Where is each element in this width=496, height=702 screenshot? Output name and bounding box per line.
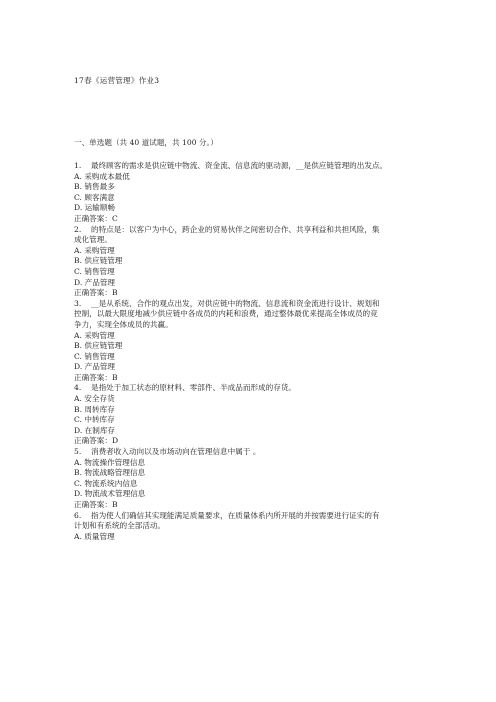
question-text <box>74 511 426 522</box>
question-text <box>74 447 426 458</box>
question-line: 的特点是：以客户为中心，跨企业的贸易伙伴之间密切合作、共享利益和共担风险，集 <box>91 224 380 234</box>
question-line: 最终顾客的需求是供应链中物流、资金流、信息流的驱动源，__是供应链管理的出发点。 <box>91 161 388 170</box>
answer-option: C. 顾客满意 <box>74 192 115 202</box>
question-number: 2. <box>74 224 82 234</box>
answer-option: A. 采购管理 <box>74 245 115 255</box>
question-line: 成化管理。 <box>74 235 112 245</box>
answer-option: A. 物流操作管理信息 <box>74 457 146 467</box>
answer-option: D. 运输顺畅 <box>74 203 116 213</box>
answer-option: B. 周转库存 <box>74 404 115 414</box>
answer-option: D. 产品管理 <box>74 277 116 287</box>
answer-option: B. 物流战略管理信息 <box>74 468 146 478</box>
question-block <box>74 225 426 299</box>
answer-option: A. 安全存货 <box>74 394 115 404</box>
question-text-continued <box>74 235 426 246</box>
answer-option: C. 物流系统内信息 <box>74 478 138 488</box>
answer-option: B. 供应链管理 <box>74 341 123 351</box>
answer-option: C. 中转库存 <box>74 415 115 425</box>
question-line: 是指处于加工状态的原材料、零部件、半成品而形成的存货。 <box>91 383 297 393</box>
answer-option: D. 在制库存 <box>74 425 116 435</box>
question-block <box>74 299 426 384</box>
answer-option: A. 质量管理 <box>74 531 115 541</box>
question-line: 计划和有系统的全部活动。 <box>74 521 166 531</box>
answer-option: C. 销售管理 <box>74 266 115 276</box>
question-line: __是从系统、合作的观点出发，对供应链中的物流、信息流和资金流进行设计、规划和 <box>91 298 380 308</box>
question-number: 3. <box>74 298 82 308</box>
question-text <box>74 299 426 310</box>
correct-answer: 正确答案：B <box>74 500 118 509</box>
question-line: 消费者收入动向以及市场动向在管理信息中属于 。 <box>91 447 261 457</box>
correct-answer: 正确答案：D <box>74 436 119 446</box>
question-text-continued <box>74 521 426 532</box>
question-block <box>74 161 426 225</box>
answer-option: A. 采购管理 <box>74 330 115 340</box>
correct-answer: 正确答案：B <box>74 372 118 382</box>
question-block <box>74 447 426 511</box>
section-heading: 一、单选题（共 40 道试题，共 100 分。） <box>74 138 218 147</box>
question-text-continued <box>74 320 426 331</box>
question-text-continued <box>74 309 426 320</box>
question-line: 争力，实现全体成员的共赢。 <box>74 319 173 329</box>
answer-option: D. 产品管理 <box>74 362 116 372</box>
question-number: 6. <box>74 510 82 520</box>
question-block <box>74 383 426 447</box>
question-block <box>74 511 426 543</box>
question-line: 控制，以最大限度地减少供应链中各成员的内耗和浪费，通过整体最优来提高全体成员的竞 <box>74 309 378 319</box>
answer-option: B. 销售最多 <box>74 182 115 192</box>
question-number: 4. <box>74 383 82 393</box>
question-text <box>74 383 426 394</box>
question-text <box>74 225 426 236</box>
answer-option: D. 物流战术管理信息 <box>74 489 146 499</box>
correct-answer: 正确答案：C <box>74 213 118 223</box>
answer-option: B. 供应链管理 <box>74 256 123 266</box>
question-number: 1. <box>74 161 82 170</box>
correct-answer: 正确答案：B <box>74 288 118 298</box>
question-text <box>74 161 426 172</box>
document-title: 17春《运营管理》作业3 <box>74 76 160 85</box>
question-line: 指为使人们确信其实现能满足质量要求，在质量体系内所开展的并按需要进行证实的有 <box>91 510 380 520</box>
answer-option: C. 销售管理 <box>74 351 115 361</box>
question-list <box>74 161 426 542</box>
answer-option: A. 采购成本最低 <box>74 171 130 181</box>
question-number: 5. <box>74 447 82 457</box>
